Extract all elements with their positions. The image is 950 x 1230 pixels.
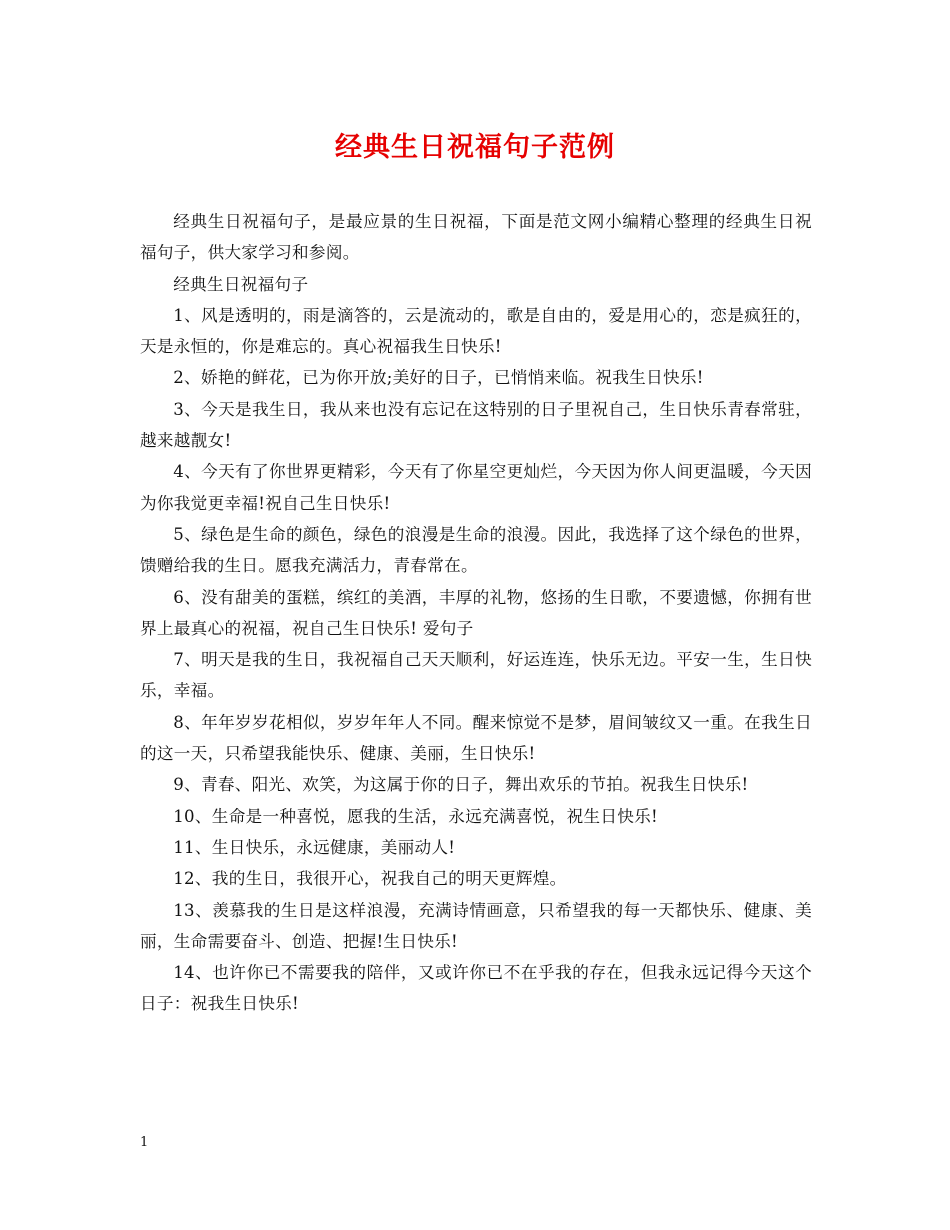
list-item-10: 10、生命是一种喜悦，愿我的生活，永远充满喜悦，祝生日快乐! xyxy=(173,806,658,826)
list-item-7: 7、明天是我的生日，我祝福自己天天顺利，好运连连，快乐无边。平安一生，生日快乐，幸福。 xyxy=(140,650,812,701)
list-item-11: 11、生日快乐，永远健康，美丽动人! xyxy=(173,837,456,857)
section-heading: 经典生日祝福句子 xyxy=(173,274,309,294)
list-item-2: 2、娇艳的鲜花，已为你开放;美好的日子，已悄悄来临。祝我生日快乐! xyxy=(173,368,704,388)
list-item-13: 13、羡慕我的生日是这样浪漫，充满诗情画意，只希望我的每一天都快乐、健康、美丽，生命需要奋斗、创造、把握!生日快乐! xyxy=(140,900,812,951)
list-item-3: 3、今天是我生日，我从来也没有忘记在这特别的日子里祝自己，生日快乐青春常驻，越来越靓女! xyxy=(140,399,812,451)
list-item-5: 5、绿色是生命的颜色，绿色的浪漫是生命的浪漫。因此，我选择了这个绿色的世界，馈赠给我的生日。愿我充满活力，青春常在。 xyxy=(140,524,812,576)
list-item-9: 9、青春、阳光、欢笑，为这属于你的日子，舞出欢乐的节拍。祝我生日快乐! xyxy=(173,775,749,795)
list-item-8: 8、年年岁岁花相似，岁岁年年人不同。醒来惊觉不是梦，眉间皱纹又一重。在我生日的这一天，只希望我能快乐、健康、美丽，生日快乐! xyxy=(140,712,812,764)
list-item-14: 14、也许你已不需要我的陪伴，又或许你已不在乎我的存在，但我永远记得今天这个日子：祝我生日快乐! xyxy=(140,963,812,1014)
intro-paragraph: 经典生日祝福句子，是最应景的生日祝福，下面是范文网小编精心整理的经典生日祝福句子，供大家学习和参阅。 xyxy=(140,212,812,263)
list-item-4: 4、今天有了你世界更精彩，今天有了你星空更灿烂，今天因为你人间更温暖，今天因为你我觉更幸福!祝自己生日快乐! xyxy=(140,462,812,513)
page-number: 1 xyxy=(140,1135,149,1150)
list-item-1: 1、风是透明的，雨是滴答的，云是流动的，歌是自由的，爱是用心的，恋是疯狂的，天是永恒的，你是难忘的。真心祝福我生日快乐! xyxy=(140,305,812,357)
document-body xyxy=(140,206,812,1020)
list-item-12: 12、我的生日，我很开心，祝我自己的明天更辉煌。 xyxy=(173,869,567,889)
document-title: 经典生日祝福句子范例 xyxy=(335,132,615,163)
list-item-6: 6、没有甜美的蛋糕，缤红的美酒，丰厚的礼物，悠扬的生日歌，不要遗憾，你拥有世界上最真心的祝福，祝自己生日快乐! 爱句子 xyxy=(140,587,812,638)
